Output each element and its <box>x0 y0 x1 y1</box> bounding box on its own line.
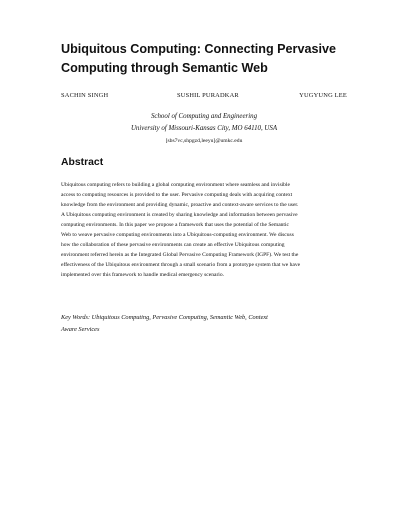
keywords <box>61 312 351 336</box>
author-list <box>61 92 347 104</box>
author-name: SACHIN SINGH <box>61 92 109 99</box>
paper-title <box>61 40 361 78</box>
keywords-line: Aware Services <box>61 326 100 333</box>
title-line: Computing through Semantic Web <box>61 61 268 75</box>
title-line: Ubiquitous Computing: Connecting Pervasive <box>61 42 336 56</box>
affiliation-department: School of Computing and Engineering <box>150 113 258 120</box>
abstract-line: Web to weave pervasive computing environments into a Ubiquitous-computing environment. We discuss <box>61 232 294 239</box>
abstract-line: computing environments. In this paper we propose a framework that uses the potential of the Semantic <box>61 222 289 229</box>
author-email: [sbs7vc,shpgzd,leeyu]@umkc.edu <box>165 138 243 144</box>
abstract-line: access to computing resources is provided to the user. Pervasive computing deals with acquiring context <box>61 192 293 199</box>
affiliation-university: University of Missouri-Kansas City, MO 64110, USA <box>130 125 278 132</box>
abstract-body <box>61 180 351 280</box>
abstract-line: implemented over this framework to handle medical emergency scenario. <box>61 272 225 279</box>
abstract-heading: Abstract <box>61 157 104 168</box>
abstract-line: effectiveness of the Ubiquitous environment through a small scenario from a prototype system that we have <box>61 262 301 269</box>
keywords-line: Key Words: Ubiquitous Computing, Pervasive Computing, Semantic Web, Context <box>61 314 268 321</box>
author-name: YUGYUNG LEE <box>299 92 347 99</box>
abstract-line: knowledge from the environment and providing dynamic, proactive and context-aware services to the user. <box>61 202 299 209</box>
abstract-line: environment referred herein as the Integrated Global Pervasive Computing Framework (IGPF). We test the <box>61 252 299 259</box>
abstract-line: A Ubiquitous computing environment is created by sharing knowledge and information between pervasive <box>61 212 298 219</box>
abstract-line: Ubiquitous computing refers to building a global computing environment where seamless and invisible <box>61 182 290 188</box>
author-name: SUSHIL PURADKAR <box>177 92 239 99</box>
abstract-line: how the collaboration of these pervasive environments can create an effective Ubiquitous computing <box>61 242 285 249</box>
